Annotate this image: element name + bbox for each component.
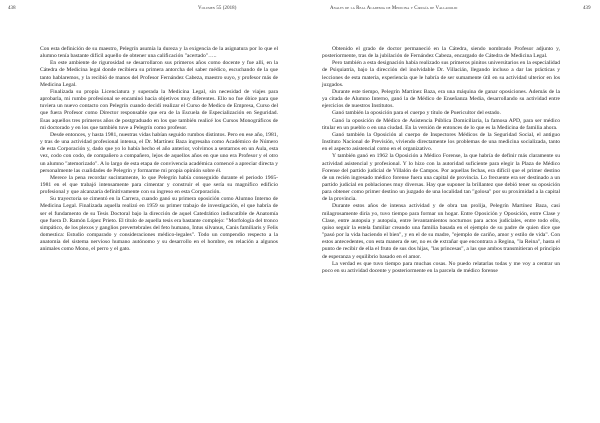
- paragraph: Obtenido el grado de doctor permaneció en la Cátedra, siendo nombrado Profesor adjunto y, posteriormente, tras de la jubilación de Fernández Cabeza, encargado de Cátedra de Medicina Legal.: [322, 46, 560, 60]
- paragraph: Ganó la oposición de Médico de Asistencia Pública Domiciliaria, la famosa APD, para ser médico titular en un pueblo o en una ciudad. En la versión de entonces de lo que es la Medicina de familia ahora.: [322, 117, 560, 131]
- left-body-text: [40, 46, 278, 254]
- right-body-text: [322, 46, 560, 275]
- paragraph: Durante este tiempo, Pelegrín Martínez Baza, era una máquina de ganar oposiciones. Además de la ya citada de Alumno Interno, ganó la de Médico de Enseñanza Media, desarrollando su actividad entre ejercicios de nuestros Institutos.: [322, 88, 560, 110]
- left-page-number: 438: [8, 6, 16, 11]
- paragraph: Durante estos años de intensa actividad y de obra tan prolija, Pelegrín Martínez Baza, casi milagrosamente diría yo, tuvo tiempo para formar un hogar. Entre Oposición y Oposición, entre Clase y Clase, entre autopsia y autopsia, entre levantamientos nocturnos para actos judiciales, entre todo ello, quiso seguir la estela familiar creando una familia basada en el ejemplo de su padre de quien dice que "pasó por la vida haciendo el bien", y en el de su madre, "ejemplo de cariño, amor y estilo de vida". Con estos antecedentes, con esta manera de ser, no es de extrañar que encontrara a Regina, "la Reina", hasta el punto de recibir de ella el fruto de sus dos hijas, "las princesas", a las que ambos transmitieran el principio de esperanza y equilibrio basado en el amor.: [322, 203, 560, 260]
- paragraph: Desde entonces, y hasta 1981, nuestras vidas habían seguido rumbos distintos. Pero en ese año, 1981, y tras de una actividad profesional intensa, el Dr. Martínez Baza ingresaba como Académico de Número de esta Corporación y, dado que yo lo había hecho el año anterior, volvimos a sentarnos en un Aula, esta vez, codo con codo, de compañero a compañero, lejos de aquellos años en que uno era Profesor y el otro un alumno "atemorizado". A lo largo de esta etapa de convivencia académica comencé a apreciar directa y personalmente las cualidades de Pelegrín y formarme mi propia opinión sobre él.: [40, 131, 278, 174]
- paragraph: En este ambiente de rigurosidad se desarrollaron sus primeros años como docente y fue allí, en la Cátedra de Medicina legal donde recibiera su primera antorcha del saber médico, escuchando de la que tanto hablaremos, y la recibió de manos del Profesor Fernández Cabeza, maestro suyo, y profesor más de Medicina Legal.: [40, 60, 278, 88]
- paragraph: La verdad es que tuvo tiempo para muchas cosas. No puedo relatarlas todas y me voy a centrar un poco en su actividad docente y posteriormente en la parcela de médico forense: [322, 260, 560, 274]
- paragraph: Su trayectoria se cimentó en la Carrera, cuando ganó su primera oposición como Alumno Interno de Medicina Legal. Finalizada aquella realizó en 1959 su primer trabajo de investigación, el que habría de ser el fundamento de su Tesis Doctoral bajo la dirección de aquel Catedrático indiscutible de Anatomía que fuera D. Ramón López Prieto. El título de aquella tesis era bastante complejo: "Morfología del tronco simpático, de los plexos y ganglios prevertebrales del feto humano, Intus silvanus, Canis familiaris y Felis domestica: Estudio comparado y consideraciones médico-legales". Todo un compendio respecto a la anatomía del sistema nervioso humano autónomo y su desarrollo en el hombre, en relación a algunos animales como Mono, el perro y el gato.: [40, 196, 278, 253]
- right-page-number: 439: [583, 6, 591, 11]
- right-running-head: Anales de la Real Academia de Medicina y Cirugía de Valladolid: [330, 6, 458, 11]
- left-running-head: Volumen 55 (2018): [198, 6, 237, 11]
- paragraph: Merece la pena recordar sucintamente, lo que Pelegrín había conseguido durante el periodo 1965-1981 en el que trabajó intensamente para cimentar y construir el que sería su magnífico edificio profesional y que alcanzaría definitivamente con su ingreso en esta Corporación.: [40, 174, 278, 196]
- paragraph: Con esta definición de su maestro, Pelegrín asumía la dureza y la exigencia de la asignatura por lo que el alumno tenía bastante difícil aquello de obtener una calificación "acertado"…..: [40, 46, 278, 60]
- paragraph: Y también ganó en 1962 la Oposición a Médico Forense, la que habría de definir más claramente su actividad asistencial y profesional. Y lo hizo con la autoridad suficiente para elegir la Plaza de Médico Forense del partido judicial de Villalón de Campos. Por aquellas fechas, era difícil que el primer destino de un recién ingresado médico forense fuera una capital de provincia. Lo frecuente era ser destinado a un partido judicial en poblaciones muy diversas. Hay que suponer la brillantez que debió tener su oposición para obtener como primer destino un juzgado de una localidad tan "golosa" por su proximidad a la capital de la provincia.: [322, 153, 560, 203]
- right-page: [300, 0, 600, 423]
- paragraph: Finalizada su propia Licenciatura y superada la Medicina Legal, sin necesidad de viajes para aprobarla, mi rumbo profesional se encaminó hacia objetivos muy diferentes. Ello no fue óbice para que tuviera un nuevo contacto con Pelegrín cuando decidí realizar el Curso de Medico de Empresa, Curso del que fuera Profesor como Director responsable que era de la Escuela de Especialización en Seguridad. Esas aquellos tres primeros años de postgraduado en los que también realicé los Cursos Monográficos de mi doctorado y en los que también tuve a Pelegrín como profesor.: [40, 88, 278, 131]
- paragraph: Pero también a esta designación había realizado sus primeros pinitos universitarios en la especialidad de Psiquiatría, bajo la dirección del inolvidable Dr. Villacián, llegando incluso a dar las prácticas y lecciones de esta materia, experiencia que le habría de ser sumamente útil en su actividad ulterior en los juzgados.: [322, 60, 560, 88]
- paragraph: Ganó también la oposición para el cuerpo y título de Puericultor del estado.: [332, 110, 501, 117]
- paragraph: Ganó también la Oposición al cuerpo de Inspectores Médicos de la Seguridad Social, el antiguo Instituto Nacional de Previsión, viviendo directamente los problemas de una medicina socializada, tanto en el aspecto asistencial como en el organizativo.: [322, 131, 560, 153]
